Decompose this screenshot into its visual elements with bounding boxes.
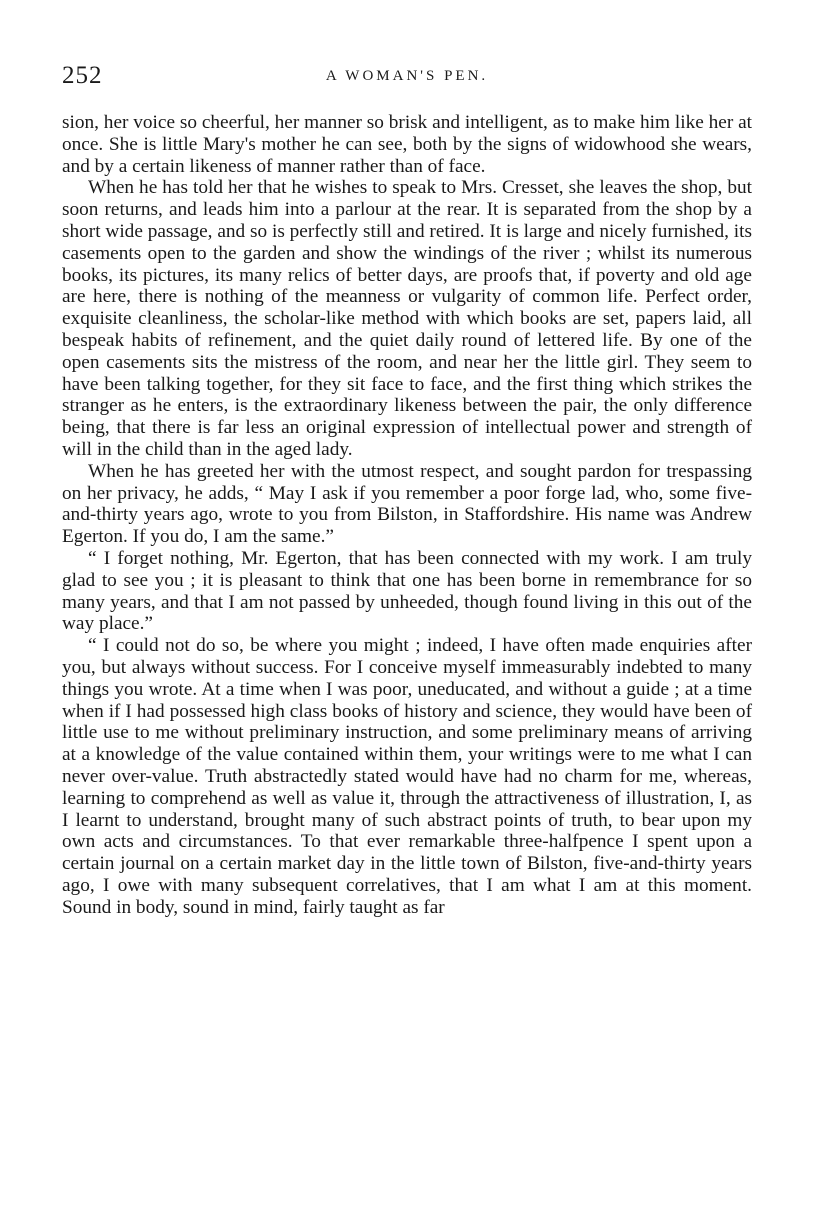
paragraph: When he has greeted her with the utmost respect, and sought pardon for trespassing on her privacy, he adds, “ May I ask if you remember a poor forge lad, who, some five-and-thirty years ago, wrote to you from Bilston, in Staffordshire. His name was Andrew Egerton. If you do, I am the same.” [62, 460, 752, 548]
paragraph: When he has told her that he wishes to speak to Mrs. Cresset, she leaves the shop, but soon returns, and leads him into a parlour at the rear. It is separated from the shop by a short wide passage, and so is perfectly still and retired. It is large and nicely furnished, its casements open to the garden and show the windings of the river ; whilst its numerous books, its pictures, its many relics of better days, are proofs that, if poverty and old age are here, there is nothing of the meanness or vulgarity of common life. Perfect order, exquisite cleanliness, the scholar-like method with which books are set, papers laid, all bespeak habits of refinement, and the quiet daily round of lettered life. By one of the open casements sits the mistress of the room, and near her the little girl. They seem to have been talking together, for they sit face to face, and the first thing which strikes the stranger as he enters, is the extraordinary likeness between the pair, the only difference being, that there is far less an original expression of intellectual power and strength of will in the child than in the aged lady. [62, 177, 752, 460]
running-title: A WOMAN'S PEN. [325, 68, 489, 84]
page-header [62, 62, 752, 98]
paragraph: “ I forget nothing, Mr. Egerton, that has been connected with my work. I am truly glad to see you ; it is pleasant to think that one has been borne in remembrance for so many years, and that I am not passed by unheeded, though found living in this out of the way place.” [62, 547, 752, 635]
paragraph-continuation: sion, her voice so cheerful, her manner so brisk and intelligent, as to make him like her at once. She is little Mary's mother he can see, both by the signs of widowhood she wears, and by a certain likeness of manner rather than of face. [62, 112, 752, 177]
page-number: 252 [62, 62, 103, 89]
book-page [62, 62, 752, 918]
paragraph: “ I could not do so, be where you might ; indeed, I have often made enquiries after you, but always without success. For I conceive myself immeasurably indebted to many things you wrote. At a time when I was poor, uneducated, and without a guide ; at a time when if I had possessed high class books of history and science, they would have been of little use to me without preliminary instruction, and some preliminary means of arriving at a knowledge of the value contained within them, your writings were to me what I can never over-value. Truth abstractedly stated would have had no charm for me, whereas, learning to comprehend as well as value it, through the attractiveness of illustration, I, as I learnt to understand, brought many of such abstract points of truth, to bear upon my own acts and circumstances. To that ever remarkable three-halfpence I spent upon a certain journal on a certain market day in the little town of Bilston, five-and-thirty years ago, I owe with many subsequent correlatives, that I am what I am at this moment. Sound in body, sound in mind, fairly taught as far [62, 635, 752, 918]
body-text [62, 112, 752, 918]
